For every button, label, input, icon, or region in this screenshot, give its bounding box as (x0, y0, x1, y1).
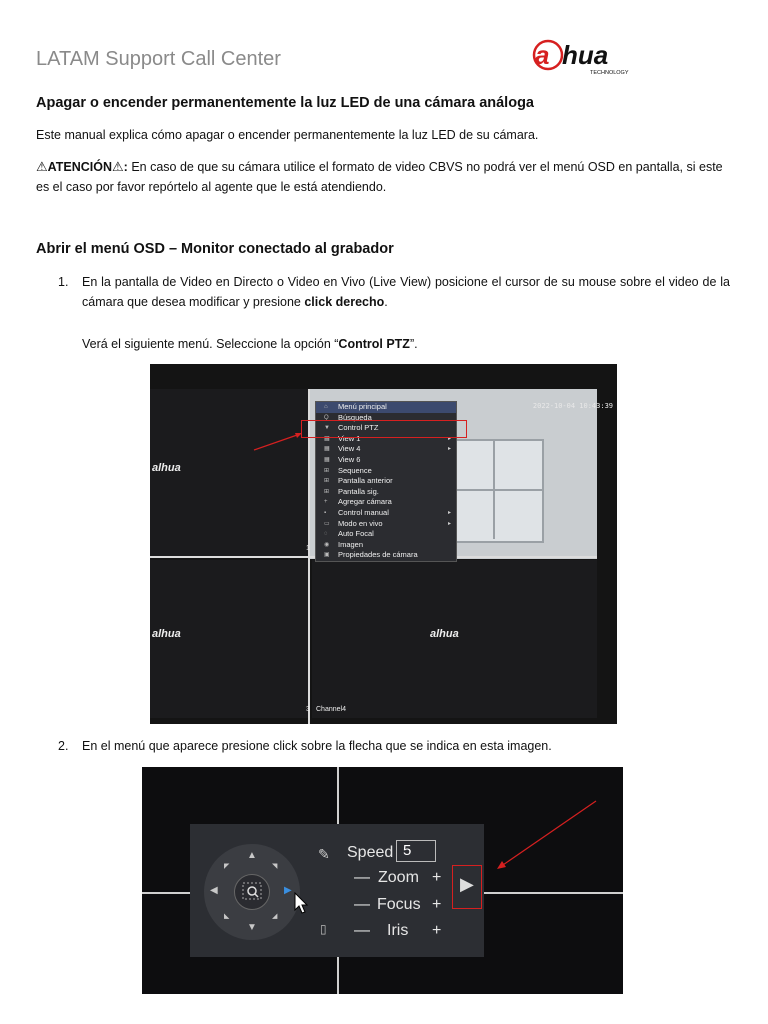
arrow-up-left-icon[interactable]: ◤ (224, 863, 230, 870)
menu-item[interactable] (316, 540, 456, 551)
mouse-icon: ▯ (320, 922, 327, 936)
zoom-plus-button[interactable]: + (432, 869, 442, 886)
highlight-box (452, 865, 482, 909)
menu-item-icon: ⌂ (324, 404, 328, 410)
menu-item-label: Pantalla anterior (338, 476, 393, 486)
menu-item-label: Imagen (338, 539, 364, 549)
arrow-right-icon[interactable]: ▶ (284, 885, 292, 896)
menu-item-label: Control manual (338, 507, 389, 517)
channel-number: 1 (306, 545, 310, 552)
submenu-arrow-icon: ▸ (447, 509, 451, 516)
menu-item-icon: ◌ (324, 531, 328, 538)
timestamp: 2022-10-04 10:43:39 (532, 402, 613, 410)
warning-label: ATENCIÓN (47, 160, 113, 174)
menu-item[interactable] (316, 550, 456, 561)
menu-item[interactable] (316, 444, 456, 455)
menu-item-icon: ▦ (324, 456, 330, 463)
menu-item-label: Control PTZ (338, 423, 379, 433)
menu-item-label: Agregar cámara (338, 497, 392, 507)
menu-item-icon: ◉ (324, 541, 330, 548)
menu-item-icon: ⊞ (324, 467, 330, 474)
menu-item[interactable] (316, 497, 456, 508)
dvr-screenshot (150, 364, 617, 724)
submenu-arrow-icon: ▸ (447, 446, 451, 453)
warning-icon: ⚠ (112, 159, 124, 174)
menu-item-icon: ▼ (324, 425, 330, 432)
arrow-left-icon[interactable]: ◀ (210, 885, 218, 896)
menu-item[interactable] (316, 529, 456, 540)
menu-item-icon: ▪ (324, 509, 327, 516)
arrow-up-right-icon[interactable]: ◥ (272, 863, 278, 870)
zoom-label: Zoom (378, 869, 419, 886)
ptz-screenshot (142, 767, 623, 994)
focus-minus-button[interactable]: — (354, 896, 370, 913)
highlight-box (301, 420, 467, 438)
menu-item[interactable] (316, 508, 456, 519)
menu-item-icon: + (324, 499, 328, 506)
menu-item[interactable] (316, 402, 456, 413)
warning-colon: : (123, 160, 128, 174)
iris-label: Iris (387, 922, 409, 939)
step-2-text: En el menú que aparece presione click sobre la flecha que se indica en esta imagen. (82, 739, 552, 753)
arrow-down-icon[interactable]: ▼ (247, 922, 257, 933)
camera-logo: alhua (430, 628, 459, 640)
dahua-logo (532, 38, 648, 78)
warning-icon: ⚠ (36, 159, 48, 174)
step-1-instruction (82, 334, 730, 354)
iris-minus-button[interactable]: — (354, 922, 370, 939)
warning-paragraph (36, 157, 736, 197)
pencil-icon[interactable]: ✎ (318, 846, 330, 862)
header-title: LATAM Support Call Center (36, 48, 281, 70)
channel-label: Channel4 (316, 706, 346, 713)
menu-item-label: View 1 (338, 433, 361, 443)
menu-item-icon: ▦ (324, 446, 330, 453)
arrow-down-right-icon[interactable]: ◢ (272, 913, 278, 920)
step-1-instr-bold: Control PTZ (338, 337, 410, 351)
menu-item-label: Sequence (338, 465, 372, 475)
section-heading: Abrir el menú OSD – Monitor conectado al grabador (36, 241, 394, 257)
svg-text:hua: hua (562, 40, 609, 70)
menu-item[interactable] (316, 487, 456, 498)
step-1-body: En la pantalla de Video en Directo o Video en Vivo (Live View) posicione el cursor de su mouse sobre el video de la cámara que desea modificar y presione (82, 275, 730, 309)
step-number: 1. (58, 275, 69, 289)
window-frame (447, 439, 544, 543)
camera-logo: alhua (152, 462, 181, 474)
svg-text:a: a (535, 40, 550, 70)
iris-plus-button[interactable]: + (432, 922, 442, 939)
menu-item-label: Menú principal (338, 402, 387, 411)
camera-logo: alhua (152, 628, 181, 640)
menu-item-icon: Q (324, 414, 329, 421)
doc-heading: Apagar o encender permanentemente la luz LED de una cámara análoga (36, 95, 534, 111)
red-arrow-icon (492, 797, 602, 877)
arrow-down-left-icon[interactable]: ◣ (224, 913, 230, 920)
arrow-up-icon[interactable]: ▲ (247, 850, 257, 861)
ptz-direction-pad[interactable] (204, 844, 300, 940)
step-1-text (82, 272, 730, 312)
menu-item-label: Modo en vivo (338, 518, 383, 528)
zoom-minus-button[interactable]: — (354, 869, 370, 886)
menu-item[interactable] (316, 519, 456, 530)
menu-item-icon: ▦ (324, 435, 330, 442)
menu-item[interactable] (316, 466, 456, 477)
menu-item-icon: ▭ (324, 520, 330, 527)
warning-text: En caso de que su cámara utilice el formato de video CBVS no podrá ver el menú OSD en pantalla, si este es el caso por favor repórtelo al agente que le está atendiendo. (36, 160, 723, 194)
focus-plus-button[interactable]: + (432, 896, 442, 913)
menu-item[interactable] (316, 476, 456, 487)
channel-number: 3 (306, 706, 310, 713)
submenu-arrow-icon: ▸ (447, 435, 451, 442)
window-frame (450, 489, 542, 491)
menu-item-label: Propiedades de cámara (338, 550, 418, 560)
submenu-arrow-icon: ▸ (447, 520, 451, 527)
step-1-instr-pre: Verá el siguiente menú. Seleccione la opción “ (82, 337, 339, 351)
menu-item-label: Auto Focal (338, 529, 374, 539)
menu-item-label: Pantalla sig. (338, 486, 379, 496)
menu-item-label: View 6 (338, 454, 361, 464)
menu-item-label: Búsqueda (338, 412, 372, 422)
intro-paragraph: Este manual explica cómo apagar o encender permanentemente la luz LED de su cámara. (36, 128, 539, 142)
step-1-instr-post: ”. (409, 337, 418, 351)
mouse-cursor-icon (294, 892, 310, 916)
svg-text:TECHNOLOGY: TECHNOLOGY (590, 70, 629, 76)
step-1-end: . (384, 295, 388, 309)
speed-label: Speed (347, 844, 394, 861)
red-arrow-icon (250, 426, 310, 456)
speed-input[interactable]: 5 (396, 840, 436, 862)
menu-item-icon: ▣ (324, 552, 330, 559)
focus-label: Focus (377, 896, 421, 913)
ptz-center-button[interactable] (234, 874, 270, 910)
menu-item[interactable] (316, 455, 456, 466)
menu-item-icon: ⊞ (324, 478, 330, 485)
zoom-search-icon (235, 875, 269, 909)
ptz-panel (190, 824, 484, 957)
step-1-bold: click derecho (304, 295, 385, 309)
menu-item-label: View 4 (338, 444, 361, 454)
step-number: 2. (58, 739, 69, 753)
expand-arrow-icon[interactable]: ▶ (460, 874, 474, 894)
menu-item-icon: ⊞ (324, 488, 330, 495)
